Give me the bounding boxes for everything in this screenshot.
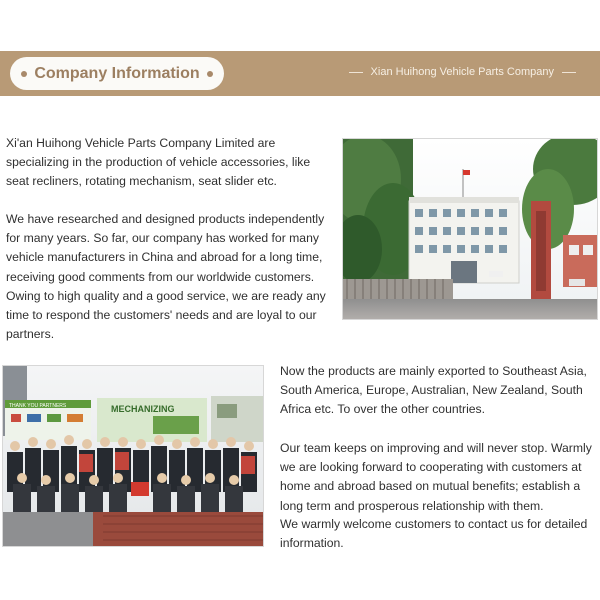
team-photo-icon [3, 366, 264, 547]
section-title-pill [10, 57, 224, 90]
welcome-paragraph: We warmly welcome customers to contact us for detailed information. [280, 517, 588, 551]
company-name-tag [349, 66, 576, 78]
section-header-banner [0, 51, 600, 96]
section-title: Company Information [34, 64, 200, 82]
team-group-photo [2, 365, 264, 547]
export-paragraph: Now the products are mainly exported to Southeast Asia, South America, Europe, Australian, New Zealand, South Africa etc. To over the other countries. [280, 364, 587, 417]
company-building-photo [342, 138, 598, 320]
research-paragraph: We have researched and designed products independently for many years. So far, our company has worked for many vehicle manufacturers in China and abroad for a long time, receiving good comments from our worldwide customers. Owing to high quality and a good service, we are ready any time to respond the customers' needs and are loyal to our partners. [6, 212, 326, 342]
sign-left-text: THANK YOU PARTNERS [9, 403, 67, 409]
divider-line-left [349, 72, 363, 73]
intro-paragraph: Xi'an Huihong Vehicle Parts Company Limited are specializing in the production of vehicle accessories, like seat recliners, rotating mechanism, seat slider etc. [6, 136, 311, 189]
company-name: Xian Huihong Vehicle Parts Company [370, 66, 554, 78]
team-paragraph: Our team keeps on improving and will never stop. Warmly we are looking forward to cooperating with customers at home and abroad based on mutual benefits; establish a long term and prosperous relationship with them. [280, 441, 592, 513]
dot-icon-left [21, 71, 27, 77]
dot-icon-right [207, 71, 213, 77]
sign-main-text: MECHANIZING [111, 404, 175, 414]
divider-line-right [562, 72, 576, 73]
building-photo-icon [343, 139, 598, 320]
